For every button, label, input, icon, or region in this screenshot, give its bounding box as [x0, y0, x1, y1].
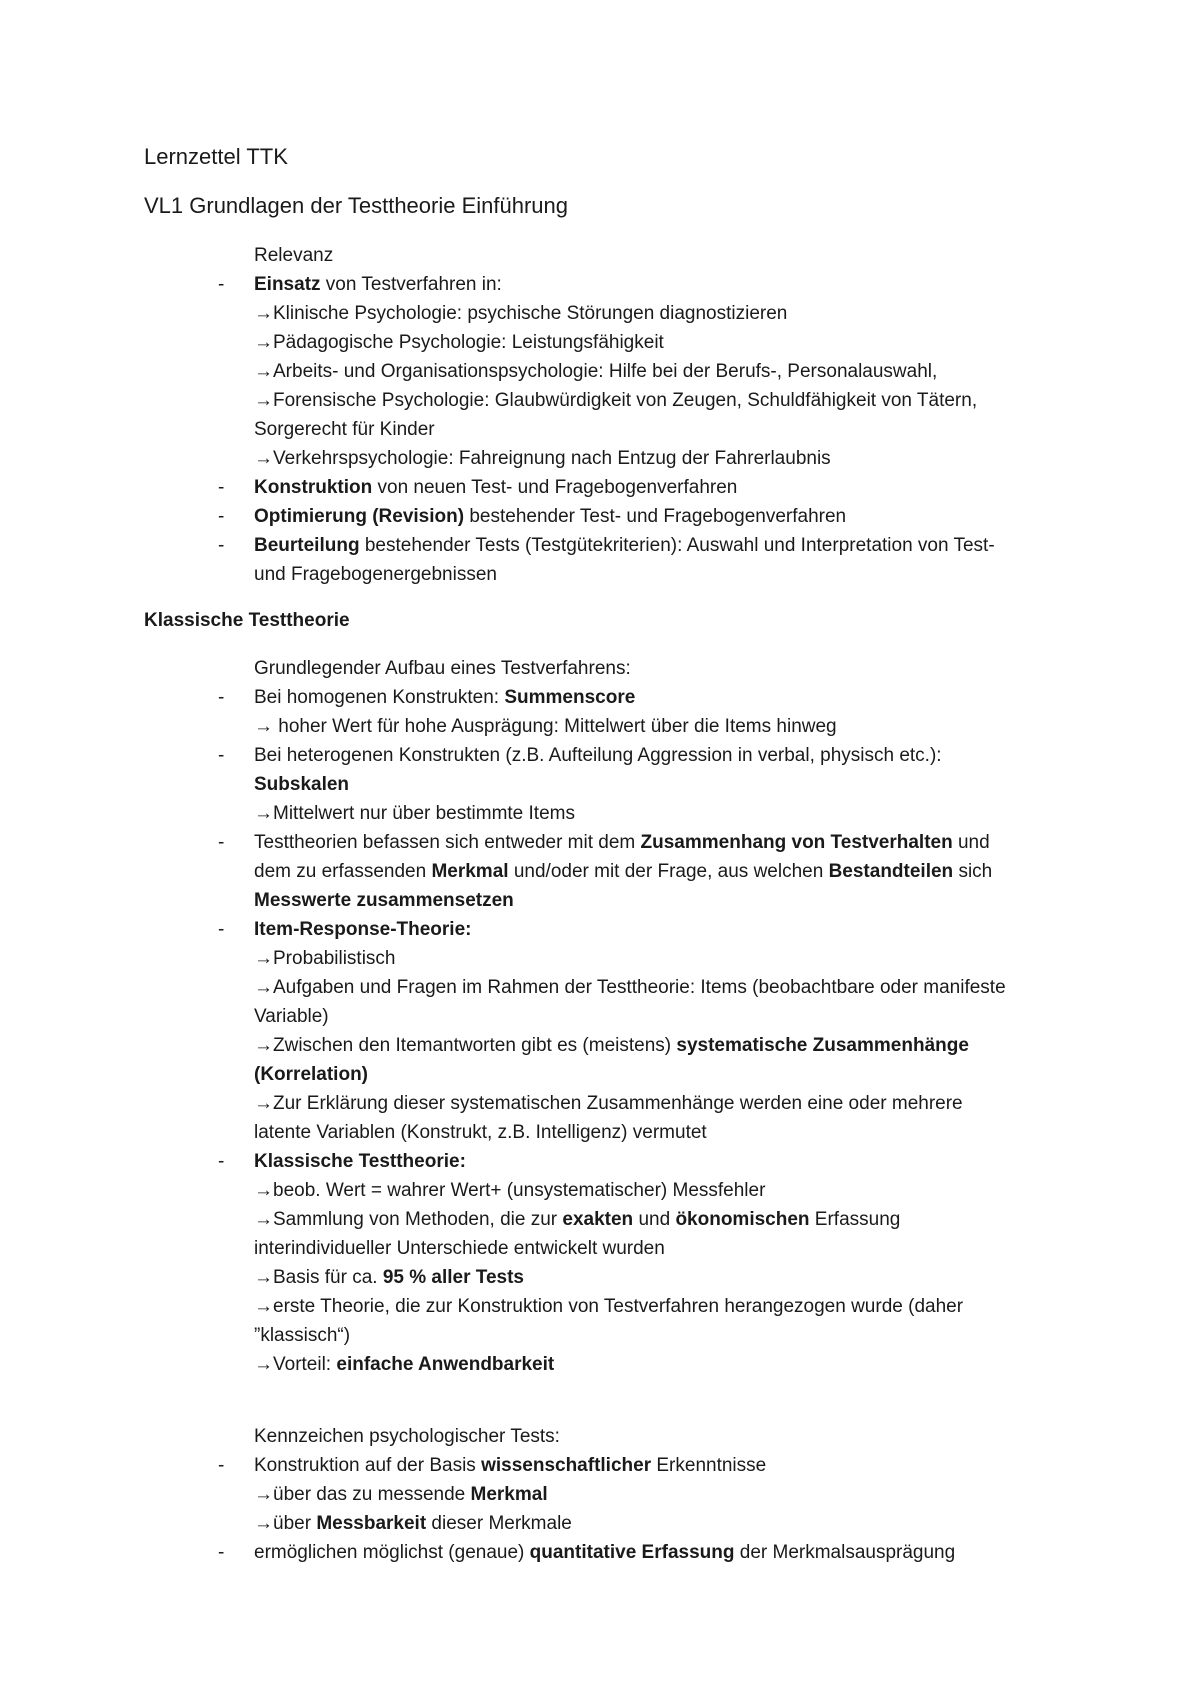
list-item: Beurteilung bestehender Tests (Testgütekriterien): Auswahl und Interpretation von Test- [254, 535, 995, 556]
list-item: Sorgerecht für Kinder [254, 419, 435, 440]
bullet-dash: - [218, 832, 225, 853]
list-item: →Aufgaben und Fragen im Rahmen der Testtheorie: Items (beobachtbare oder manifeste [254, 977, 1006, 998]
list-item: Konstruktion von neuen Test- und Fragebogenverfahren [254, 477, 738, 498]
list-item: Item-Response-Theorie: [254, 919, 472, 940]
list-item: Messwerte zusammensetzen [254, 890, 514, 911]
bullet-dash: - [218, 477, 225, 498]
list-item: Einsatz von Testverfahren in: [254, 274, 502, 295]
bullet-dash: - [218, 1455, 225, 1476]
bullet-dash: - [218, 919, 225, 940]
list-item: →Basis für ca. 95 % aller Tests [254, 1267, 525, 1288]
list-item: →Pädagogische Psychologie: Leistungsfähigkeit [254, 332, 664, 353]
list-item: Subskalen [254, 774, 350, 795]
list-item: Testtheorien befassen sich entweder mit dem Zusammenhang von Testverhalten und [254, 832, 990, 853]
bullet-dash: - [218, 535, 225, 556]
list-item: Grundlegender Aufbau eines Testverfahrens: [254, 658, 631, 679]
relevanz-heading: Relevanz [254, 245, 334, 266]
list-item: dem zu erfassenden Merkmal und/oder mit der Frage, aus welchen Bestandteilen sich [254, 861, 993, 882]
list-item: →Mittelwert nur über bestimmte Items [254, 803, 575, 824]
bullet-dash: - [218, 687, 225, 708]
list-item: Bei homogenen Konstrukten: Summenscore [254, 687, 636, 708]
list-item: →Verkehrspsychologie: Fahreignung nach Entzug der Fahrerlaubnis [254, 448, 831, 469]
list-item: Variable) [254, 1006, 329, 1027]
list-item: interindividueller Unterschiede entwickelt wurden [254, 1238, 665, 1259]
list-item: Klassische Testtheorie: [254, 1151, 466, 1172]
bullet-dash: - [218, 1151, 225, 1172]
list-item: Bei heterogenen Konstrukten (z.B. Aufteilung Aggression in verbal, physisch etc.): [254, 745, 942, 766]
kennzeichen-heading: Kennzeichen psychologischer Tests: [254, 1426, 560, 1447]
list-item: (Korrelation) [254, 1064, 368, 1085]
list-item: →Arbeits- und Organisationspsychologie: Hilfe bei der Berufs-, Personalauswahl, [254, 361, 938, 382]
list-item: →Zur Erklärung dieser systematischen Zusammenhänge werden eine oder mehrere [254, 1093, 963, 1114]
list-item: →über Messbarkeit dieser Merkmale [254, 1513, 572, 1534]
section-heading: Klassische Testtheorie [144, 610, 350, 631]
list-item: →Zwischen den Itemantworten gibt es (meistens) systematische Zusammenhänge [254, 1035, 969, 1056]
list-item: →Forensische Psychologie: Glaubwürdigkeit von Zeugen, Schuldfähigkeit von Tätern, [254, 390, 978, 411]
list-item: ermöglichen möglichst (genaue) quantitative Erfassung der Merkmalsausprägung [254, 1542, 956, 1563]
list-item: →Sammlung von Methoden, die zur exakten und ökonomischen Erfassung [254, 1209, 901, 1230]
list-item: →Klinische Psychologie: psychische Störungen diagnostizieren [254, 303, 788, 324]
document-title: Lernzettel TTK [144, 144, 288, 169]
bullet-dash: - [218, 506, 225, 527]
list-item: und Fragebogenergebnissen [254, 564, 497, 585]
list-item: →Probabilistisch [254, 948, 396, 969]
list-item: →über das zu messende Merkmal [254, 1484, 548, 1505]
list-item: latente Variablen (Konstrukt, z.B. Intelligenz) vermutet [254, 1122, 707, 1143]
document-subtitle: VL1 Grundlagen der Testtheorie Einführung [144, 193, 568, 218]
bullet-dash: - [218, 274, 225, 295]
list-item: ”klassisch“) [254, 1325, 351, 1346]
list-item: →Vorteil: einfache Anwendbarkeit [254, 1354, 555, 1375]
bullet-dash: - [218, 745, 225, 766]
list-item: Konstruktion auf der Basis wissenschaftlicher Erkenntnisse [254, 1455, 767, 1476]
list-item: Optimierung (Revision) bestehender Test- und Fragebogenverfahren [254, 506, 847, 527]
bullet-dash: - [218, 1542, 225, 1563]
list-item: →beob. Wert = wahrer Wert+ (unsystematischer) Messfehler [254, 1180, 766, 1201]
list-item: → hoher Wert für hohe Ausprägung: Mittelwert über die Items hinweg [254, 716, 837, 737]
list-item: →erste Theorie, die zur Konstruktion von Testverfahren herangezogen wurde (daher [254, 1296, 964, 1317]
